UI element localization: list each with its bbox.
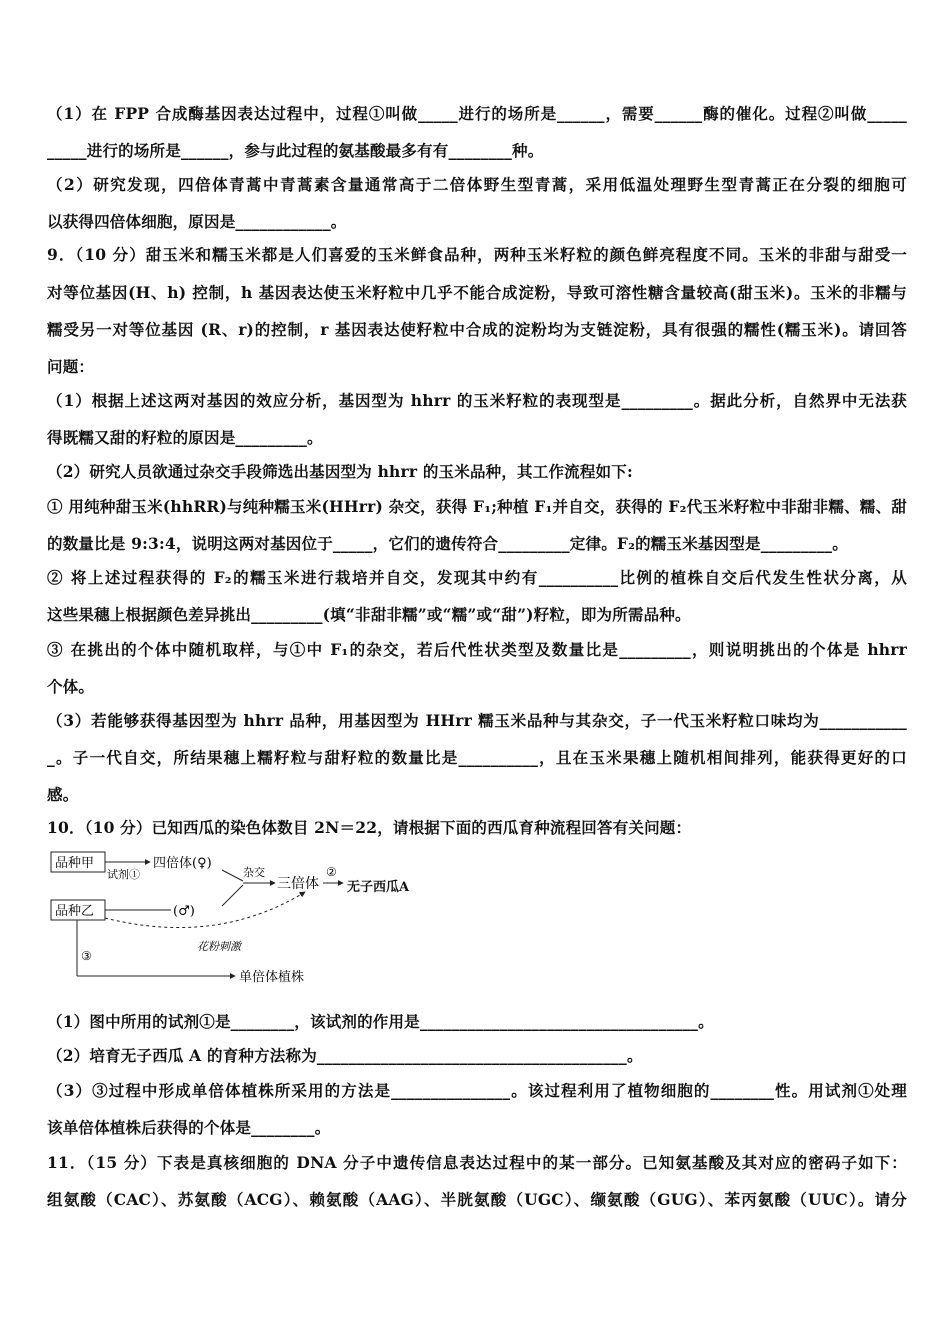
q9-part2-step2-line1: ② 将上述过程获得的 F₂的糯玉米进行栽培并自交，发现其中约有__________比例的植株自交后代发生性状分离，从 [47,568,907,587]
q9-part2-step3-line2: 个体。 [47,677,95,696]
q9-intro-line3: 糯受另一对等位基因 (R、r)的控制，r 基因表达使籽粒中合成的淀粉均为支链淀粉，具有很强的糯性(糯玉米)。请回答 [47,320,907,339]
q10-intro: 10．（10 分）已知西瓜的染色体数目 2N＝22，请根据下面的西瓜育种流程回答有关问题： [47,818,692,837]
q10-part3-line2: 该单倍体植株后获得的个体是________。 [47,1118,331,1137]
variety-a-label: 品种甲 [55,856,95,871]
triploid-label: 三倍体 [277,876,319,892]
q9-part3-line2: _。子一代自交，所结果穗上糯籽粒与甜籽粒的数量比是__________，且在玉米果穗上随机相间排列，能获得更好的口 [47,748,907,767]
q9-intro-line4: 问题： [47,357,95,376]
q11-intro-line2: 组氨酸（CAC）、苏氨酸（ACG）、赖氨酸（AAG）、半胱氨酸（UGC）、缬氨酸（GUG）、苯丙氨酸（UUC）。请分 [47,1190,907,1209]
step2-label: ② [326,865,337,879]
q10-part3-line1: （3）③过程中形成单倍体植株所采用的方法是_______________。该过程利用了植物细胞的________性。用试剂①处理 [47,1081,907,1100]
reagent-label: 试剂① [107,868,140,881]
step3-label: ③ [81,949,92,963]
cross-line-top [222,870,243,881]
cross-line-bottom [222,885,243,906]
q8-part1-line1: （1）在 FPP 合成酶基因表达过程中，过程①叫做_____进行的场所是______，需要______酶的催化。过程②叫做_____ [47,104,907,123]
seedless-watermelon-label: 无子西瓜A [347,880,410,895]
q11-intro-line1: 11．（15 分）下表是真核细胞的 DNA 分子中遗传信息表达过程中的某一部分。已知氨基酸及其对应的密码子如下： [47,1153,907,1172]
q9-part2-step1-line2: 的数量比是 9:3:4，说明这两对基因位于_____，它们的遗传符合_________定律。F₂的糯玉米基因型是_________。 [47,534,848,553]
q9-part2-line1: （2）研究人员欲通过杂交手段筛选出基因型为 hhrr 的玉米品种，其工作流程如下: [47,462,633,481]
q10-part2: （2）培育无子西瓜 A 的育种方法称为_______________________________________。 [47,1046,643,1065]
q9-intro-line1: 9．（10 分）甜玉米和糯玉米都是人们喜爱的玉米鲜食品种，两种玉米籽粒的颜色鲜亮程度不同。玉米的非甜与甜受一 [47,245,907,264]
q8-part2-line2: 以获得四倍体细胞，原因是____________。 [47,212,347,231]
male-label: (♂) [173,904,195,919]
q9-part3-line1: （3）若能够获得基因型为 hhrr 品种，用基因型为 HHrr 糯玉米品种与其杂交，子一代玉米籽粒口味均为___________ [47,711,907,730]
q9-part1-line2: 得既糯又甜的籽粒的原因是_________。 [47,428,323,447]
q9-part2-step2-line2: 这些果穗上根据颜色差异挑出_________(填“非甜非糯”或“糯”或“甜”)籽粒，即为所需品种。 [47,605,691,624]
q9-part1-line1: （1）根据上述这两对基因的效应分析，基因型为 hhrr 的玉米籽粒的表现型是_________。据此分析，自然界中无法获 [47,391,907,410]
q9-part2-step1-line1: ① 用纯种甜玉米(hhRR)与纯种糯玉米(HHrr) 杂交，获得 F₁;种植 F₁并自交，获得的 F₂代玉米籽粒中非甜非糯、糯、甜 [47,497,907,516]
variety-b-label: 品种乙 [55,904,95,919]
watermelon-breeding-diagram [47,846,347,994]
q9-intro-line2: 对等位基因(H、h) 控制，h 基因表达使玉米籽粒中几乎不能合成淀粉，导致可溶性糖含量较高(甜玉米)。玉米的非糯与 [47,283,907,302]
q10-part1: （1）图中所用的试剂①是________，该试剂的作用是___________________________________。 [47,1012,714,1031]
cross-label: 杂交 [243,866,265,879]
pollen-label: 花粉刺激 [197,940,241,953]
q8-part1-line2: _____进行的场所是______，参与此过程的氨基酸最多有有________种。 [47,141,544,160]
q8-part2-line1: （2）研究发现，四倍体青蒿中青蒿素含量通常高于二倍体野生型青蒿，采用低温处理野生型青蒿正在分裂的细胞可 [47,175,907,194]
tetraploid-label: 四倍体(♀) [153,856,212,871]
q9-part3-line3: 感。 [47,785,79,804]
haploid-label: 单倍体植株 [239,970,305,985]
q9-part2-step3-line1: ③ 在挑出的个体中随机取样，与①中 F₁的杂交，若后代性状类型及数量比是_________，则说明挑出的个体是 hhrr [47,640,907,659]
